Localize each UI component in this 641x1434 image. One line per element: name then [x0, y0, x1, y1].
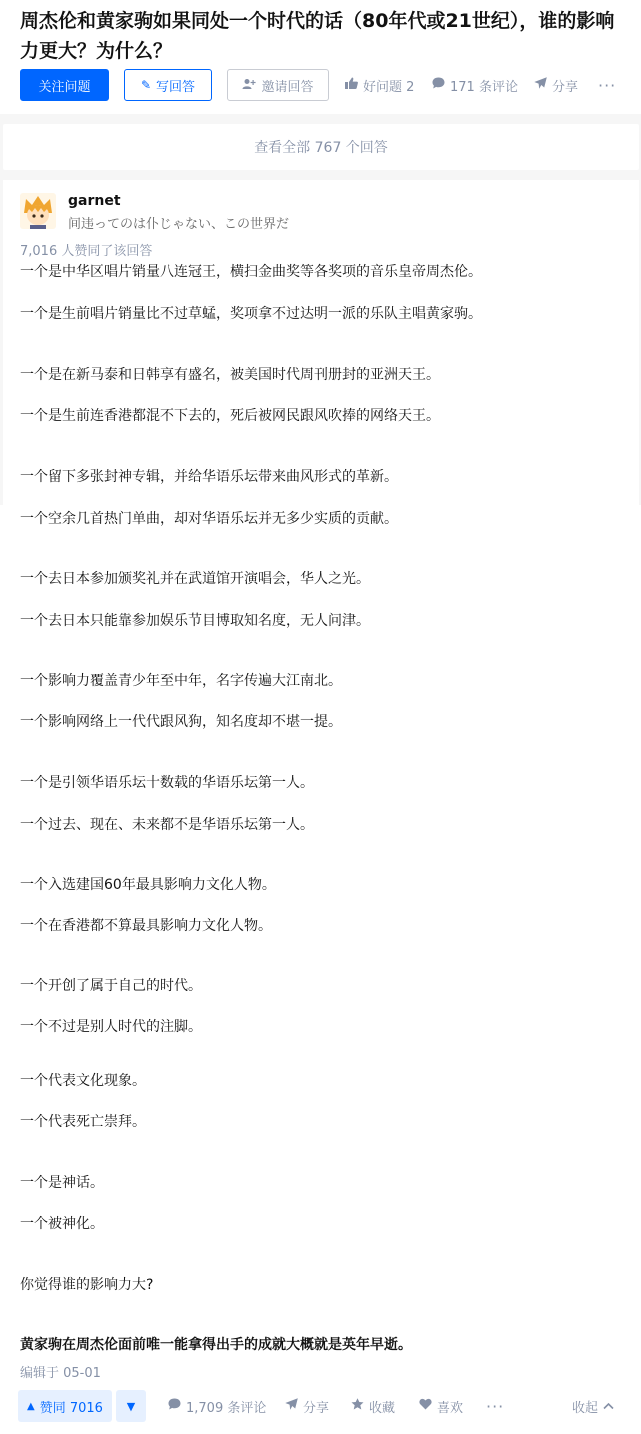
- answer-more-button[interactable]: ···: [486, 1396, 505, 1416]
- triangle-up-icon: ▲: [27, 1400, 35, 1412]
- vote-up-label: 赞同 7016: [39, 1400, 103, 1416]
- good-question-button[interactable]: [345, 69, 414, 101]
- answer-paragraph: 一个代表死亡崇拜。: [20, 1114, 146, 1130]
- pencil-icon: ✎: [140, 78, 152, 92]
- vote-up-button[interactable]: [18, 1390, 112, 1422]
- answer-paragraph: 一个影响力覆盖青少年至中年，名字传遍大江南北。: [20, 673, 342, 689]
- favorite-button[interactable]: [351, 1390, 395, 1422]
- paper-plane-icon: [285, 1398, 298, 1414]
- edit-time[interactable]: 编辑于 05-01: [20, 1366, 101, 1381]
- comments-label: 171 条评论: [450, 79, 518, 95]
- follow-question-label: 关注问题: [38, 79, 91, 95]
- answer-paragraph-bold: 黄家驹在周杰伦面前唯一能拿得出手的成就大概就是英年早逝。: [20, 1337, 412, 1353]
- vote-count-text: 7,016 人赞同了该回答: [20, 244, 153, 259]
- favorite-label: 收藏: [369, 1400, 396, 1416]
- answer-paragraph: 一个留下多张封神专辑，并给华语乐坛带来曲风形式的革新。: [20, 469, 398, 485]
- author-name[interactable]: garnet: [68, 193, 121, 209]
- answer-share-label: 分享: [303, 1400, 330, 1416]
- follow-question-button[interactable]: [20, 69, 109, 101]
- answer-paragraph: 一个去日本参加颁奖礼并在武道馆开演唱会，华人之光。: [20, 571, 370, 587]
- answer-paragraph: 一个开创了属于自己的时代。: [20, 978, 202, 994]
- like-label: 喜欢: [437, 1400, 464, 1416]
- answer-paragraph: 一个是中华区唱片销量八连冠王，横扫金曲奖等各奖项的音乐皇帝周杰伦。: [20, 264, 482, 280]
- answer-paragraph: 一个是神话。: [20, 1175, 104, 1191]
- answer-paragraph: 你觉得谁的影响力大?: [20, 1277, 154, 1293]
- write-answer-label: 写回答: [156, 79, 196, 95]
- answer-paragraph: 一个入选建国60年最具影响力文化人物。: [20, 877, 276, 893]
- paper-plane-icon: [534, 77, 547, 93]
- share-button[interactable]: [534, 69, 578, 101]
- star-icon: [351, 1398, 364, 1414]
- answer-paragraph: 一个代表文化现象。: [20, 1073, 146, 1089]
- invite-answer-button[interactable]: [227, 69, 329, 101]
- comment-bubble-icon: [168, 1398, 181, 1414]
- answer-paragraph: 一个空余几首热门单曲，却对华语乐坛并无多少实质的贡献。: [20, 511, 398, 527]
- like-button[interactable]: [419, 1390, 463, 1422]
- author-bio: 间违ってのは仆じゃない、この世界だ: [68, 217, 290, 232]
- question-actions: [20, 69, 630, 101]
- answer-comments-button[interactable]: [168, 1390, 266, 1422]
- thumbs-up-icon: [345, 77, 358, 93]
- answer-paragraph: 一个去日本只能靠参加娱乐节目博取知名度，无人问津。: [20, 613, 370, 629]
- question-title[interactable]: 周杰伦和黄家驹如果同处一个时代的话（80年代或21世纪），谁的影响力更大？为什么？: [20, 10, 615, 62]
- answer-paragraph: 一个不过是别人时代的注脚。: [20, 1019, 202, 1035]
- collapse-button[interactable]: [572, 1390, 614, 1422]
- answer-action-bar: [0, 1390, 641, 1424]
- heart-icon: [419, 1398, 432, 1414]
- avatar[interactable]: [20, 193, 56, 229]
- answer-share-button[interactable]: [285, 1390, 329, 1422]
- answer-paragraph: 一个是生前连香港都混不下去的，死后被网民跟风吹捧的网络天王。: [20, 408, 440, 424]
- more-button[interactable]: ···: [598, 75, 617, 95]
- question-header: [0, 0, 641, 114]
- answer-paragraph: 一个在香港都不算最具影响力文化人物。: [20, 918, 272, 934]
- collapse-label: 收起: [572, 1400, 599, 1416]
- vote-down-button[interactable]: [116, 1390, 146, 1422]
- answer-paragraph: 一个是生前唱片销量比不过草蜢，奖项拿不过达明一派的乐队主唱黄家驹。: [20, 306, 482, 322]
- comment-bubble-icon: [432, 77, 445, 93]
- answer-paragraph: 一个是引领华语乐坛十数载的华语乐坛第一人。: [20, 775, 314, 791]
- answer-paragraph: 一个是在新马泰和日韩享有盛名，被美国时代周刊册封的亚洲天王。: [20, 367, 440, 383]
- good-question-label: 好问题 2: [363, 79, 415, 95]
- comments-button[interactable]: [432, 69, 518, 101]
- share-label: 分享: [552, 79, 579, 95]
- triangle-down-icon: ▼: [126, 1399, 136, 1413]
- add-user-icon: [242, 78, 256, 93]
- invite-answer-label: 邀请回答: [261, 79, 314, 95]
- answer-comments-label: 1,709 条评论: [186, 1400, 267, 1416]
- answer-paragraph: 一个过去、现在、未来都不是华语乐坛第一人。: [20, 817, 314, 833]
- write-answer-button[interactable]: [124, 69, 212, 101]
- answer-paragraph: 一个被神化。: [20, 1216, 104, 1232]
- view-all-answers-button[interactable]: 查看全部 767 个回答: [3, 124, 639, 170]
- chevron-up-icon: [603, 1399, 614, 1414]
- answer-paragraph: 一个影响网络上一代代跟风狗，知名度却不堪一提。: [20, 714, 342, 730]
